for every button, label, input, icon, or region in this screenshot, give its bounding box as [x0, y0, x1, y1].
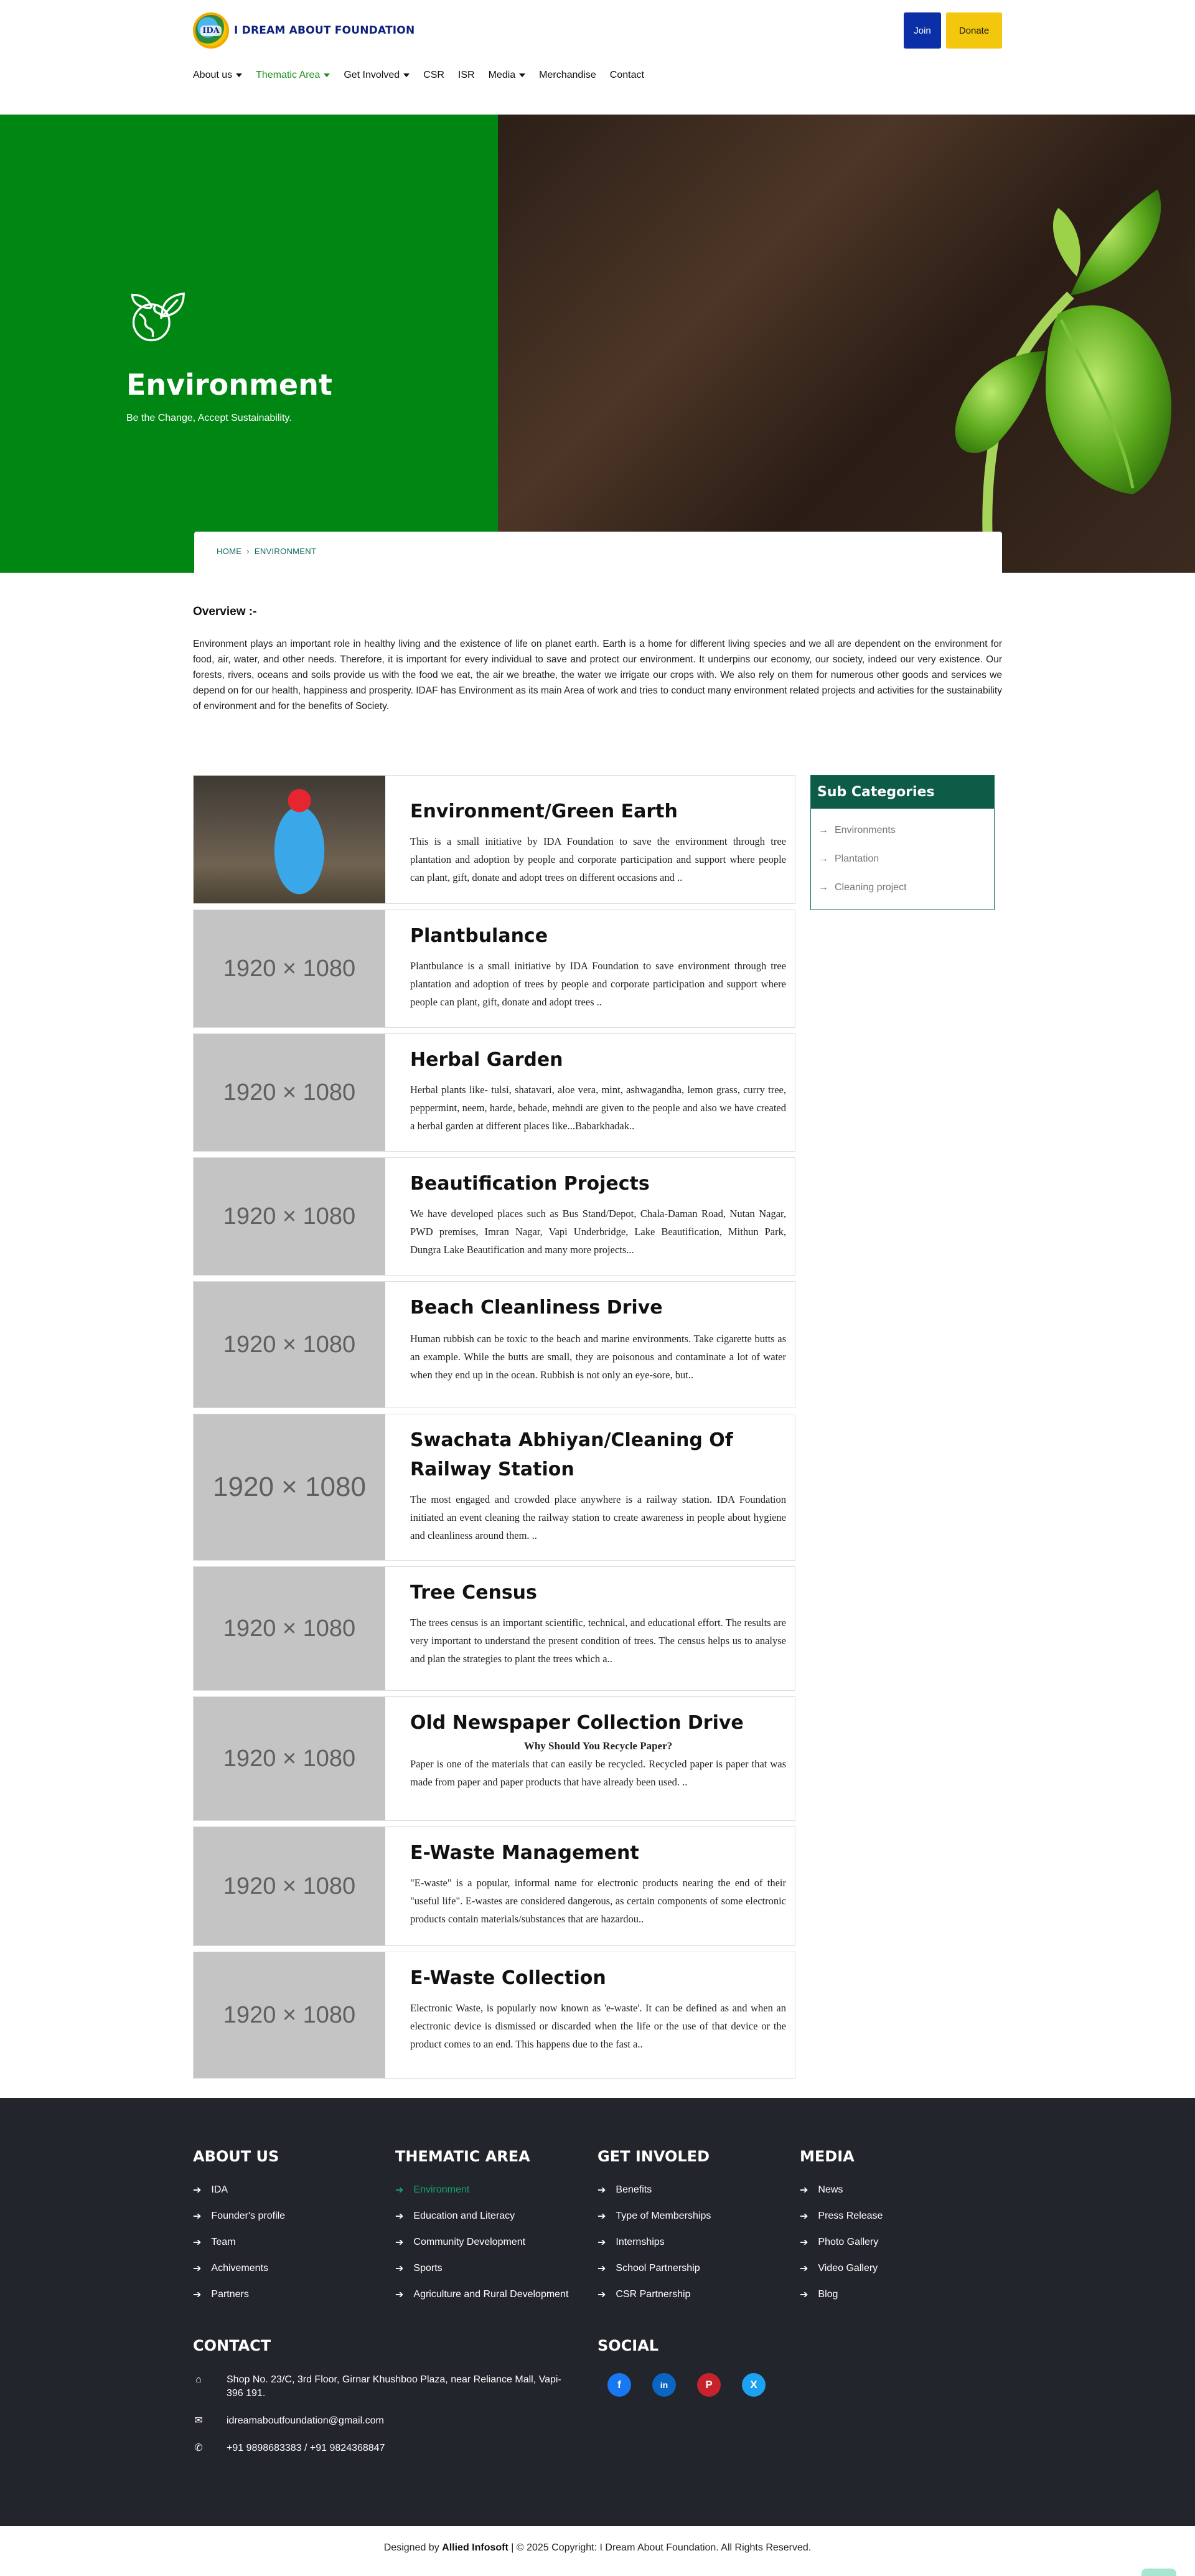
facebook-icon[interactable]: f	[607, 2373, 631, 2397]
phone-icon: ✆	[194, 2443, 203, 2453]
arrow-right-icon: ➔	[800, 2290, 808, 2300]
footer-link[interactable]: ➔ Benefits	[598, 2184, 652, 2196]
arrow-right-icon: ➔	[193, 2237, 202, 2248]
arrow-right-icon: ➔	[193, 2211, 202, 2222]
card-image-placeholder[interactable]: 1920 × 1080	[194, 1282, 385, 1408]
card-text: Electronic Waste, is popularly now known as 'e-waste'. It can be defined as and when an electronic device is dismissed or discarded when the life or the use of that device or the product comes to an end. This happens due to the fast a..	[410, 2002, 786, 2050]
main-content	[193, 775, 1002, 2084]
sprout-illustration	[498, 115, 1195, 573]
contact-phone[interactable]: +91 9898683383 / +91 9824368847	[227, 2443, 385, 2453]
arrow-right-icon: →	[818, 882, 828, 893]
arrow-right-icon: ➔	[800, 2237, 808, 2248]
chevron-down-icon	[236, 73, 242, 77]
card-subheading: Why Should You Recycle Paper?	[523, 1740, 673, 1752]
card-text: Human rubbish can be toxic to the beach and marine environments. Take cigarette butts as an example. While the butts are small, they are poisonous and contaminate a lot of water when they end up in the ocean. Rubbish is not only an eye-sore, but..	[410, 1333, 786, 1381]
footer-heading: ABOUT US	[193, 2148, 279, 2165]
card-title[interactable]: Tree Census	[410, 1582, 537, 1604]
sub-categories-heading: Sub Categories	[811, 776, 994, 809]
arrow-right-icon: ➔	[598, 2237, 606, 2248]
hero-sprout-photo	[498, 115, 1195, 573]
footer-contact	[193, 2337, 598, 2469]
footer-heading: MEDIA	[800, 2148, 855, 2165]
breadcrumb-home-link[interactable]: HOME	[217, 547, 242, 556]
arrow-right-icon: ➔	[598, 2263, 606, 2274]
sub-categories-panel	[810, 775, 995, 910]
donate-button[interactable]: Donate	[946, 12, 1002, 49]
footer-heading: SOCIAL	[598, 2337, 659, 2354]
footer-link[interactable]: ➔ Blog	[800, 2289, 838, 2300]
footer-link[interactable]: ➔ School Partnership	[598, 2263, 700, 2274]
card-text: The most engaged and crowded place anywhere is a railway station. IDA Foundation initiated an event cleaning the railway station to create awareness in people about hygiene and cleanliness around them. ..	[410, 1493, 786, 1541]
footer-about-us	[193, 2148, 395, 2315]
envelope-icon: ✉	[194, 2415, 203, 2426]
footer-link[interactable]: ➔ Video Gallery	[800, 2263, 878, 2274]
subcategory-environments[interactable]: → Environments	[818, 825, 896, 835]
footer-thematic-area	[395, 2148, 598, 2315]
project-card[interactable]	[193, 1696, 795, 1821]
project-card[interactable]	[193, 1566, 795, 1691]
card-image-placeholder[interactable]: 1920 × 1080	[194, 1158, 385, 1275]
footer-get-involved	[598, 2148, 800, 2315]
footer-link[interactable]: ➔ CSR Partnership	[598, 2289, 691, 2300]
footer-link[interactable]: ➔ Sports	[395, 2263, 443, 2274]
arrow-right-icon: ➔	[395, 2237, 404, 2248]
arrow-right-icon: ➔	[598, 2185, 606, 2196]
card-text: We have developed places such as Bus Stand/Depot, Chala-Daman Road, Nutan Nagar, PWD premises, Imran Nagar, Vapi Underbridge, Lake Beautification, Mithun Park, Dungra Lake Beautification and many more projects...	[410, 1208, 786, 1256]
footer-link[interactable]: ➔ IDA	[193, 2184, 228, 2196]
footer-link[interactable]: ➔ Internships	[598, 2237, 665, 2248]
footer-link[interactable]: ➔ Founder's profile	[193, 2211, 286, 2222]
arrow-right-icon: ➔	[598, 2290, 606, 2300]
project-card[interactable]	[193, 1033, 795, 1152]
footer-link[interactable]: ➔ Community Development	[395, 2237, 526, 2248]
designer-link[interactable]: Allied Infosoft	[442, 2542, 508, 2553]
footer-heading: CONTACT	[193, 2337, 271, 2354]
logo-mark: IDA	[193, 12, 229, 49]
card-image-placeholder[interactable]: 1920 × 1080	[194, 1034, 385, 1151]
footer-heading: THEMATIC AREA	[395, 2148, 530, 2165]
card-title[interactable]: Beach Cleanliness Drive	[410, 1297, 663, 1319]
nav-media[interactable]: Media	[489, 70, 526, 81]
overview-heading: Overview :-	[193, 605, 257, 618]
footer-link[interactable]: ➔ Partners	[193, 2289, 249, 2300]
chevron-down-icon	[324, 73, 330, 77]
footer-link[interactable]: ➔ Agriculture and Rural Development	[395, 2289, 569, 2300]
site-logo[interactable]	[193, 12, 415, 49]
footer-link-active[interactable]: ➔ Environment	[395, 2184, 470, 2196]
arrow-right-icon: ➔	[395, 2211, 404, 2222]
copyright-bar: Designed by Allied Infosoft | © 2025 Copyright: I Dream About Foundation. All Rights Reserved.	[0, 2526, 1195, 2576]
hero-title: Environment	[126, 368, 332, 402]
project-card-list	[193, 775, 795, 2084]
project-card[interactable]	[193, 1157, 795, 1276]
breadcrumb	[194, 532, 1002, 573]
linkedin-icon[interactable]: in	[652, 2373, 676, 2397]
card-text: This is a small initiative by IDA Foundation to save the environment through tree plantation and adoption by people and corporate participation and support where people can plant, gift, donate and adopt trees on different occasions and ..	[410, 835, 786, 883]
arrow-right-icon: ➔	[598, 2211, 606, 2222]
arrow-right-icon: ➔	[800, 2263, 808, 2274]
hero-banner	[0, 115, 1195, 573]
contact-email[interactable]: idreamaboutfoundation@gmail.com	[227, 2415, 384, 2426]
card-image-placeholder[interactable]: 1920 × 1080	[194, 1567, 385, 1690]
project-card[interactable]	[193, 1952, 795, 2079]
arrow-right-icon: ➔	[800, 2185, 808, 2196]
arrow-right-icon: ➔	[193, 2263, 202, 2274]
contact-address: Shop No. 23/C, 3rd Floor, Girnar Khushboo Plaza, near Reliance Mall, Vapi-396 191.	[227, 2374, 561, 2399]
arrow-right-icon: →	[818, 825, 828, 835]
logo-text: I DREAM ABOUT FOUNDATION	[234, 24, 415, 37]
scroll-to-top-button[interactable]	[1141, 2569, 1176, 2576]
card-image-placeholder[interactable]: 1920 × 1080	[194, 1827, 385, 1945]
project-card[interactable]	[193, 910, 795, 1028]
footer-heading: GET INVOLED	[598, 2148, 710, 2165]
footer-social	[598, 2337, 1002, 2469]
project-card[interactable]	[193, 775, 795, 904]
nav-isr[interactable]: ISR	[457, 70, 475, 80]
footer-link[interactable]: ➔ News	[800, 2184, 843, 2196]
chevron-down-icon	[519, 73, 525, 77]
subcategory-cleaning-project[interactable]: → Cleaning project	[818, 882, 907, 893]
arrow-right-icon: ➔	[395, 2290, 404, 2300]
join-button[interactable]: Join	[904, 12, 941, 49]
home-icon: ⌂	[195, 2374, 202, 2385]
pinterest-icon[interactable]: P	[697, 2373, 721, 2397]
overview-text: Environment plays an important role in healthy living and the existence of life on planet earth. Earth is a home for different living species and we all are dependent on the environment for food, air, water, and other needs. Therefore, it is important for every individual to save and protect our environment. It underpins our economy, our society, indeed our very existence. Our forests, rivers, oceans and soils provide us with the food we eat, the air we breathe, the water we irrigate our crops with. We also rely on them for numerous other goods and services we depend on for our health, happiness and prosperity. IDAF has Environment as its main Area of work and tries to conduct many environment related projects and activities for the sustainability of environment and for the benefits of Society.	[193, 639, 1002, 712]
footer-link[interactable]: ➔ Type of Memberships	[598, 2211, 711, 2222]
arrow-right-icon: ➔	[193, 2185, 202, 2196]
card-title[interactable]: Old Newspaper Collection Drive	[410, 1712, 744, 1734]
subcategory-plantation[interactable]: → Plantation	[818, 853, 879, 864]
card-title[interactable]: Environment/Green Earth	[410, 801, 678, 822]
chevron-down-icon	[403, 73, 410, 77]
breadcrumb-separator: ›	[246, 547, 250, 556]
card-title[interactable]: Herbal Garden	[410, 1049, 563, 1071]
card-text: "E-waste" is a popular, informal name for electronic products nearing the end of their "useful life". E-wastes are considered dangerous, as certain components of some electronic products contain materials/substances that are hazardou..	[410, 1877, 786, 1925]
overview-section	[193, 573, 1002, 714]
twitter-x-icon[interactable]: X	[742, 2373, 766, 2397]
globe-leaf-icon	[126, 289, 186, 349]
card-title[interactable]: E-Waste Management	[410, 1842, 639, 1864]
arrow-right-icon: ➔	[395, 2263, 404, 2274]
nav-thematic-area[interactable]: Thematic Area	[256, 70, 330, 81]
card-text: Plantbulance is a small initiative by IDA Foundation to save environment through tree plantation and adoption of trees by people and corporate participation and support where people can plant, gift, donate and adopt trees ..	[410, 960, 786, 1008]
card-image-placeholder[interactable]: 1920 × 1080	[194, 1414, 385, 1560]
arrow-right-icon: ➔	[193, 2290, 202, 2300]
card-title[interactable]: E-Waste Collection	[410, 1967, 606, 1989]
nav-get-involved[interactable]: Get Involved	[344, 70, 410, 81]
main-nav	[193, 70, 1002, 81]
nav-about-us[interactable]: About us	[193, 70, 242, 81]
nav-csr[interactable]: CSR	[423, 70, 444, 80]
breadcrumb-current: ENVIRONMENT	[254, 547, 317, 556]
footer-link[interactable]: ➔ Press Release	[800, 2211, 883, 2222]
card-title[interactable]: Beautification Projects	[410, 1173, 650, 1195]
sidebar	[810, 775, 995, 2084]
project-card[interactable]	[193, 1414, 795, 1561]
footer-link[interactable]: ➔ Photo Gallery	[800, 2237, 879, 2248]
hero-green-panel	[0, 115, 498, 573]
card-title[interactable]: Swachata Abhiyan/Cleaning Of Railway Station	[410, 1429, 733, 1480]
site-header	[0, 0, 1195, 115]
footer-link[interactable]: ➔ Achivements	[193, 2263, 268, 2274]
arrow-right-icon: ➔	[395, 2185, 404, 2196]
hero-subtitle: Be the Change, Accept Sustainability.	[126, 413, 292, 423]
arrow-right-icon: →	[818, 853, 828, 864]
site-footer	[0, 2098, 1195, 2526]
card-text: Herbal plants like- tulsi, shatavari, aloe vera, mint, ashwagandha, lemon grass, curry tree, peppermint, neem, harde, behade, mehndi are given to the people and also we have created a herbal garden at different places like...Babarkhadak..	[410, 1084, 786, 1132]
card-image-placeholder[interactable]: 1920 × 1080	[194, 910, 385, 1027]
footer-link[interactable]: ➔ Team	[193, 2237, 236, 2248]
arrow-right-icon: ➔	[800, 2211, 808, 2222]
nav-merchandise[interactable]: Merchandise	[539, 70, 596, 80]
card-photo[interactable]	[194, 776, 385, 903]
project-card[interactable]	[193, 1826, 795, 1946]
footer-link[interactable]: ➔ Education and Literacy	[395, 2211, 515, 2222]
card-image-placeholder[interactable]: 1920 × 1080	[194, 1697, 385, 1820]
nav-contact[interactable]: Contact	[609, 70, 644, 80]
card-title[interactable]: Plantbulance	[410, 925, 548, 947]
footer-media	[800, 2148, 1002, 2315]
card-text: Paper is one of the materials that can easily be recycled. Recycled paper is paper that was made from paper and paper products that have already been used. ..	[410, 1758, 786, 1788]
project-card[interactable]	[193, 1281, 795, 1408]
card-image-placeholder[interactable]: 1920 × 1080	[194, 1952, 385, 2078]
card-text: The trees census is an important scientific, technical, and educational effort. The results are very important to understand the present condition of trees. The census helps us to analyse and plan the strategies to plant the trees which a..	[410, 1617, 786, 1665]
